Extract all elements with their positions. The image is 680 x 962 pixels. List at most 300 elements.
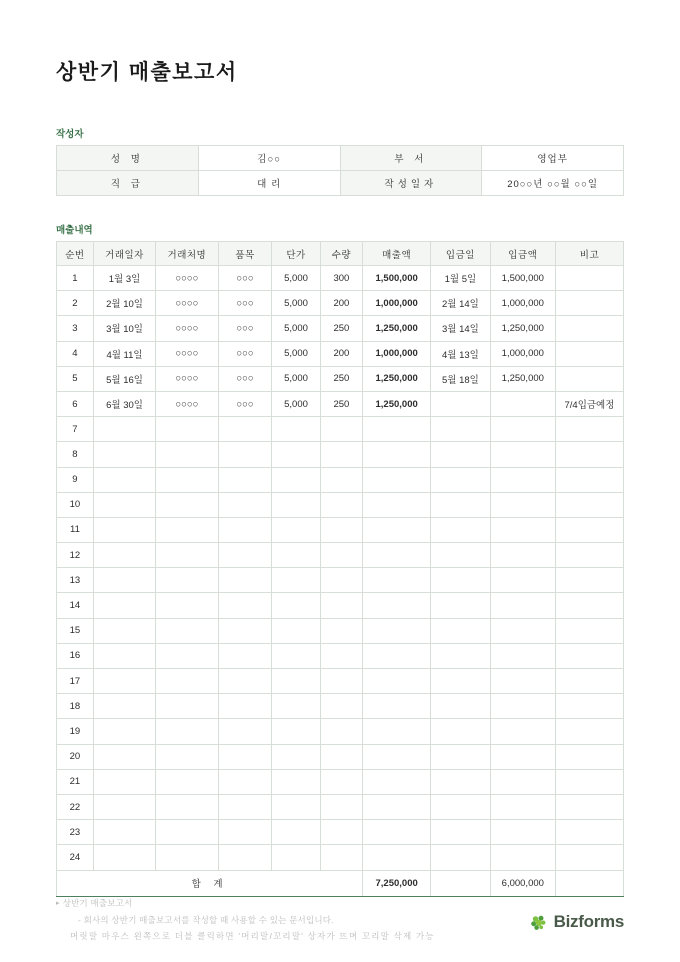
cell-item[interactable] bbox=[218, 492, 272, 517]
cell-deposit-date[interactable] bbox=[431, 820, 491, 845]
cell-deposit-amount[interactable] bbox=[490, 618, 555, 643]
cell-unit-price[interactable] bbox=[272, 820, 320, 845]
cell-sales-amount[interactable] bbox=[363, 543, 431, 568]
cell-index: 4 bbox=[57, 341, 94, 366]
cell-item[interactable] bbox=[218, 769, 272, 794]
cell-note[interactable] bbox=[555, 694, 623, 719]
cell-note[interactable] bbox=[555, 417, 623, 442]
cell-date[interactable] bbox=[93, 820, 155, 845]
cell-deposit-amount[interactable] bbox=[490, 417, 555, 442]
cell-date[interactable]: 4월 11일 bbox=[93, 341, 155, 366]
cell-sales-amount[interactable] bbox=[363, 442, 431, 467]
cell-sales-amount[interactable] bbox=[363, 568, 431, 593]
cell-date[interactable] bbox=[93, 845, 155, 870]
cell-client[interactable] bbox=[156, 568, 218, 593]
cell-deposit-date[interactable] bbox=[431, 417, 491, 442]
cell-index: 2 bbox=[57, 291, 94, 316]
table-row bbox=[57, 467, 624, 492]
cell-quantity[interactable]: 250 bbox=[320, 366, 363, 391]
cell-client[interactable] bbox=[156, 492, 218, 517]
sales-table-body bbox=[57, 266, 624, 871]
cell-deposit-date[interactable]: 4월 13일 bbox=[431, 341, 491, 366]
cell-note[interactable] bbox=[555, 517, 623, 542]
table-row bbox=[57, 744, 624, 769]
cell-unit-price[interactable] bbox=[272, 719, 320, 744]
table-row bbox=[57, 543, 624, 568]
cell-deposit-amount[interactable] bbox=[490, 543, 555, 568]
cell-sales-amount[interactable] bbox=[363, 517, 431, 542]
cell-client[interactable] bbox=[156, 618, 218, 643]
cell-quantity[interactable] bbox=[320, 417, 363, 442]
cell-index: 19 bbox=[57, 719, 94, 744]
cell-deposit-date[interactable] bbox=[431, 618, 491, 643]
cell-date[interactable] bbox=[93, 643, 155, 668]
cell-date[interactable] bbox=[93, 593, 155, 618]
cell-item[interactable] bbox=[218, 794, 272, 819]
cell-item[interactable]: ○○○ bbox=[218, 341, 272, 366]
col-header-date: 거래일자 bbox=[93, 242, 155, 266]
sales-table-footer bbox=[57, 870, 624, 896]
cell-quantity[interactable] bbox=[320, 568, 363, 593]
cell-quantity[interactable] bbox=[320, 618, 363, 643]
cell-deposit-date[interactable] bbox=[431, 794, 491, 819]
table-row bbox=[57, 794, 624, 819]
writer-rank-label: 직 급 bbox=[57, 171, 199, 196]
cell-sales-amount[interactable] bbox=[363, 694, 431, 719]
cell-item[interactable]: ○○○ bbox=[218, 391, 272, 416]
cell-unit-price[interactable]: 5,000 bbox=[272, 341, 320, 366]
cell-item[interactable] bbox=[218, 543, 272, 568]
cell-quantity[interactable]: 250 bbox=[320, 316, 363, 341]
cell-index: 1 bbox=[57, 266, 94, 291]
cell-sales-amount[interactable] bbox=[363, 417, 431, 442]
total-label: 합 계 bbox=[57, 870, 363, 896]
cell-item[interactable]: ○○○ bbox=[218, 316, 272, 341]
cell-date[interactable] bbox=[93, 694, 155, 719]
cell-quantity[interactable] bbox=[320, 719, 363, 744]
cell-deposit-amount[interactable]: 1,250,000 bbox=[490, 316, 555, 341]
table-row bbox=[57, 291, 624, 316]
cell-unit-price[interactable] bbox=[272, 744, 320, 769]
cell-unit-price[interactable] bbox=[272, 794, 320, 819]
cell-deposit-amount[interactable]: 1,250,000 bbox=[490, 366, 555, 391]
cell-deposit-date[interactable] bbox=[431, 643, 491, 668]
writer-table bbox=[56, 145, 624, 196]
cell-date[interactable]: 1월 3일 bbox=[93, 266, 155, 291]
leaf-icon bbox=[529, 913, 548, 932]
col-header-client: 거래처명 bbox=[156, 242, 218, 266]
cell-unit-price[interactable] bbox=[272, 442, 320, 467]
cell-index: 23 bbox=[57, 820, 94, 845]
cell-date[interactable] bbox=[93, 517, 155, 542]
cell-sales-amount[interactable] bbox=[363, 769, 431, 794]
cell-deposit-date[interactable] bbox=[431, 492, 491, 517]
cell-deposit-amount[interactable] bbox=[490, 593, 555, 618]
cell-date[interactable] bbox=[93, 719, 155, 744]
cell-item[interactable] bbox=[218, 820, 272, 845]
cell-quantity[interactable]: 300 bbox=[320, 266, 363, 291]
cell-note[interactable] bbox=[555, 316, 623, 341]
cell-index: 18 bbox=[57, 694, 94, 719]
cell-note[interactable]: 7/4입금예정 bbox=[555, 391, 623, 416]
cell-index: 14 bbox=[57, 593, 94, 618]
cell-deposit-amount[interactable] bbox=[490, 845, 555, 870]
cell-index: 20 bbox=[57, 744, 94, 769]
table-row bbox=[57, 769, 624, 794]
cell-deposit-date[interactable] bbox=[431, 845, 491, 870]
bullet-triangle-icon: ▸ bbox=[56, 900, 60, 908]
sales-table bbox=[56, 241, 624, 897]
writer-name-value[interactable]: 김○○ bbox=[198, 146, 340, 171]
cell-note[interactable] bbox=[555, 366, 623, 391]
cell-unit-price[interactable] bbox=[272, 492, 320, 517]
cell-deposit-amount[interactable] bbox=[490, 492, 555, 517]
table-row bbox=[57, 341, 624, 366]
writer-rank-value[interactable]: 대 리 bbox=[198, 171, 340, 196]
writer-section-caption: 작성자 bbox=[56, 129, 84, 140]
cell-date[interactable] bbox=[93, 568, 155, 593]
cell-index: 16 bbox=[57, 643, 94, 668]
cell-client[interactable] bbox=[156, 442, 218, 467]
cell-client[interactable]: ○○○○ bbox=[156, 316, 218, 341]
cell-note[interactable] bbox=[555, 643, 623, 668]
col-header-unit-price: 단가 bbox=[272, 242, 320, 266]
cell-sales-amount[interactable]: 1,250,000 bbox=[363, 316, 431, 341]
cell-deposit-amount[interactable] bbox=[490, 694, 555, 719]
cell-unit-price[interactable]: 5,000 bbox=[272, 266, 320, 291]
table-row bbox=[57, 568, 624, 593]
cell-unit-price[interactable]: 5,000 bbox=[272, 291, 320, 316]
cell-quantity[interactable]: 200 bbox=[320, 291, 363, 316]
cell-item[interactable] bbox=[218, 669, 272, 694]
cell-sales-amount[interactable]: 1,000,000 bbox=[363, 341, 431, 366]
cell-note[interactable] bbox=[555, 820, 623, 845]
cell-quantity[interactable] bbox=[320, 820, 363, 845]
cell-client[interactable]: ○○○○ bbox=[156, 341, 218, 366]
table-header-row bbox=[57, 242, 624, 266]
cell-quantity[interactable] bbox=[320, 517, 363, 542]
cell-index: 24 bbox=[57, 845, 94, 870]
cell-sales-amount[interactable] bbox=[363, 719, 431, 744]
cell-date[interactable] bbox=[93, 744, 155, 769]
cell-client[interactable]: ○○○○ bbox=[156, 266, 218, 291]
cell-deposit-amount[interactable] bbox=[490, 719, 555, 744]
cell-deposit-date[interactable] bbox=[431, 517, 491, 542]
cell-item[interactable] bbox=[218, 744, 272, 769]
cell-note[interactable] bbox=[555, 744, 623, 769]
cell-sales-amount[interactable] bbox=[363, 593, 431, 618]
cell-deposit-amount[interactable]: 1,000,000 bbox=[490, 291, 555, 316]
cell-note[interactable] bbox=[555, 769, 623, 794]
col-header-note: 비고 bbox=[555, 242, 623, 266]
total-sales-amount: 7,250,000 bbox=[363, 870, 431, 896]
sales-table-header bbox=[57, 242, 624, 266]
cell-client[interactable] bbox=[156, 517, 218, 542]
cell-deposit-amount[interactable]: 1,500,000 bbox=[490, 266, 555, 291]
cell-unit-price[interactable]: 5,000 bbox=[272, 391, 320, 416]
cell-unit-price[interactable] bbox=[272, 593, 320, 618]
cell-note[interactable] bbox=[555, 291, 623, 316]
sales-section-caption: 매출내역 bbox=[56, 225, 93, 236]
table-total-row bbox=[57, 870, 624, 896]
cell-deposit-date[interactable] bbox=[431, 467, 491, 492]
cell-note[interactable] bbox=[555, 467, 623, 492]
cell-date[interactable]: 2월 10일 bbox=[93, 291, 155, 316]
page-title: 상반기 매출보고서 bbox=[56, 61, 238, 84]
cell-sales-amount[interactable] bbox=[363, 618, 431, 643]
cell-index: 5 bbox=[57, 366, 94, 391]
cell-deposit-amount[interactable] bbox=[490, 744, 555, 769]
cell-note[interactable] bbox=[555, 492, 623, 517]
cell-index: 21 bbox=[57, 769, 94, 794]
col-header-deposit-amount: 입금액 bbox=[490, 242, 555, 266]
cell-client[interactable] bbox=[156, 543, 218, 568]
cell-client[interactable] bbox=[156, 417, 218, 442]
cell-quantity[interactable] bbox=[320, 467, 363, 492]
cell-client[interactable] bbox=[156, 769, 218, 794]
cell-deposit-amount[interactable] bbox=[490, 643, 555, 668]
cell-date[interactable]: 3월 10일 bbox=[93, 316, 155, 341]
cell-quantity[interactable] bbox=[320, 769, 363, 794]
cell-index: 15 bbox=[57, 618, 94, 643]
table-row bbox=[57, 845, 624, 870]
cell-deposit-date[interactable] bbox=[431, 669, 491, 694]
cell-quantity[interactable] bbox=[320, 744, 363, 769]
total-deposit-date-blank bbox=[431, 870, 491, 896]
cell-client[interactable] bbox=[156, 794, 218, 819]
cell-note[interactable] bbox=[555, 719, 623, 744]
cell-item[interactable] bbox=[218, 442, 272, 467]
writer-dept-value[interactable]: 영업부 bbox=[482, 146, 624, 171]
cell-deposit-amount[interactable] bbox=[490, 568, 555, 593]
footer-line-1-text: 상반기 매출보고서 bbox=[62, 898, 133, 909]
cell-note[interactable] bbox=[555, 794, 623, 819]
cell-item[interactable]: ○○○ bbox=[218, 366, 272, 391]
cell-date[interactable] bbox=[93, 618, 155, 643]
footer-line-2: - 회사의 상반기 매출보고서를 작성할 때 사용할 수 있는 문서입니다. bbox=[78, 914, 334, 925]
cell-date[interactable] bbox=[93, 417, 155, 442]
cell-deposit-date[interactable]: 3월 14일 bbox=[431, 316, 491, 341]
table-row bbox=[57, 391, 624, 416]
table-row bbox=[57, 316, 624, 341]
cell-note[interactable] bbox=[555, 341, 623, 366]
cell-quantity[interactable] bbox=[320, 643, 363, 668]
cell-item[interactable] bbox=[218, 593, 272, 618]
cell-date[interactable]: 5월 16일 bbox=[93, 366, 155, 391]
cell-client[interactable] bbox=[156, 669, 218, 694]
cell-deposit-date[interactable] bbox=[431, 694, 491, 719]
total-note bbox=[555, 870, 623, 896]
cell-item[interactable] bbox=[218, 694, 272, 719]
cell-item[interactable] bbox=[218, 417, 272, 442]
cell-deposit-amount[interactable] bbox=[490, 517, 555, 542]
cell-sales-amount[interactable] bbox=[363, 669, 431, 694]
cell-client[interactable] bbox=[156, 467, 218, 492]
cell-sales-amount[interactable]: 1,500,000 bbox=[363, 266, 431, 291]
brand-logo bbox=[529, 912, 624, 932]
cell-date[interactable]: 6월 30일 bbox=[93, 391, 155, 416]
cell-unit-price[interactable]: 5,000 bbox=[272, 366, 320, 391]
cell-quantity[interactable]: 200 bbox=[320, 341, 363, 366]
cell-date[interactable] bbox=[93, 492, 155, 517]
table-row bbox=[57, 492, 624, 517]
cell-deposit-date[interactable] bbox=[431, 593, 491, 618]
cell-deposit-date[interactable] bbox=[431, 744, 491, 769]
cell-date[interactable] bbox=[93, 467, 155, 492]
cell-client[interactable] bbox=[156, 643, 218, 668]
cell-note[interactable] bbox=[555, 593, 623, 618]
cell-note[interactable] bbox=[555, 266, 623, 291]
cell-deposit-amount[interactable] bbox=[490, 820, 555, 845]
cell-note[interactable] bbox=[555, 618, 623, 643]
cell-sales-amount[interactable]: 1,000,000 bbox=[363, 291, 431, 316]
cell-client[interactable] bbox=[156, 820, 218, 845]
cell-note[interactable] bbox=[555, 669, 623, 694]
cell-deposit-amount[interactable] bbox=[490, 769, 555, 794]
footer-notes bbox=[56, 895, 624, 944]
footer-line-1 bbox=[56, 895, 624, 911]
table-row bbox=[57, 171, 624, 196]
cell-deposit-amount[interactable] bbox=[490, 391, 555, 416]
cell-quantity[interactable] bbox=[320, 442, 363, 467]
cell-deposit-date[interactable] bbox=[431, 719, 491, 744]
cell-sales-amount[interactable] bbox=[363, 845, 431, 870]
cell-sales-amount[interactable] bbox=[363, 820, 431, 845]
cell-sales-amount[interactable]: 1,250,000 bbox=[363, 366, 431, 391]
cell-deposit-date[interactable] bbox=[431, 442, 491, 467]
table-row bbox=[57, 643, 624, 668]
cell-unit-price[interactable] bbox=[272, 694, 320, 719]
cell-index: 10 bbox=[57, 492, 94, 517]
cell-unit-price[interactable] bbox=[272, 568, 320, 593]
cell-client[interactable] bbox=[156, 694, 218, 719]
cell-unit-price[interactable] bbox=[272, 845, 320, 870]
cell-quantity[interactable] bbox=[320, 694, 363, 719]
cell-quantity[interactable] bbox=[320, 543, 363, 568]
cell-unit-price[interactable] bbox=[272, 669, 320, 694]
cell-date[interactable] bbox=[93, 794, 155, 819]
cell-quantity[interactable] bbox=[320, 492, 363, 517]
cell-deposit-date[interactable] bbox=[431, 769, 491, 794]
cell-index: 11 bbox=[57, 517, 94, 542]
cell-unit-price[interactable] bbox=[272, 517, 320, 542]
table-row bbox=[57, 820, 624, 845]
col-header-item: 품목 bbox=[218, 242, 272, 266]
cell-quantity[interactable] bbox=[320, 845, 363, 870]
writer-dept-label: 부 서 bbox=[340, 146, 482, 171]
cell-unit-price[interactable]: 5,000 bbox=[272, 316, 320, 341]
writer-date-value[interactable]: 20○○년 ○○월 ○○일 bbox=[482, 171, 624, 196]
cell-note[interactable] bbox=[555, 845, 623, 870]
col-header-sales-amount: 매출액 bbox=[363, 242, 431, 266]
col-header-quantity: 수량 bbox=[320, 242, 363, 266]
cell-deposit-amount[interactable] bbox=[490, 794, 555, 819]
cell-index: 9 bbox=[57, 467, 94, 492]
cell-date[interactable] bbox=[93, 543, 155, 568]
cell-note[interactable] bbox=[555, 442, 623, 467]
cell-client[interactable] bbox=[156, 719, 218, 744]
cell-deposit-amount[interactable]: 1,000,000 bbox=[490, 341, 555, 366]
cell-unit-price[interactable] bbox=[272, 769, 320, 794]
cell-index: 3 bbox=[57, 316, 94, 341]
cell-note[interactable] bbox=[555, 568, 623, 593]
cell-item[interactable] bbox=[218, 467, 272, 492]
table-row bbox=[57, 593, 624, 618]
cell-client[interactable] bbox=[156, 845, 218, 870]
cell-unit-price[interactable] bbox=[272, 618, 320, 643]
cell-sales-amount[interactable] bbox=[363, 744, 431, 769]
cell-item[interactable] bbox=[218, 719, 272, 744]
cell-unit-price[interactable] bbox=[272, 643, 320, 668]
cell-unit-price[interactable] bbox=[272, 467, 320, 492]
cell-deposit-date[interactable]: 5월 18일 bbox=[431, 366, 491, 391]
cell-sales-amount[interactable] bbox=[363, 794, 431, 819]
cell-note[interactable] bbox=[555, 543, 623, 568]
table-row bbox=[57, 694, 624, 719]
cell-index: 13 bbox=[57, 568, 94, 593]
cell-client[interactable] bbox=[156, 593, 218, 618]
cell-quantity[interactable]: 250 bbox=[320, 391, 363, 416]
table-row bbox=[57, 669, 624, 694]
cell-deposit-amount[interactable] bbox=[490, 467, 555, 492]
cell-deposit-date[interactable]: 1월 5일 bbox=[431, 266, 491, 291]
cell-index: 7 bbox=[57, 417, 94, 442]
cell-deposit-amount[interactable] bbox=[490, 442, 555, 467]
cell-deposit-date[interactable] bbox=[431, 543, 491, 568]
cell-item[interactable]: ○○○ bbox=[218, 291, 272, 316]
cell-quantity[interactable] bbox=[320, 593, 363, 618]
cell-deposit-date[interactable] bbox=[431, 391, 491, 416]
cell-index: 12 bbox=[57, 543, 94, 568]
cell-index: 22 bbox=[57, 794, 94, 819]
table-row bbox=[57, 417, 624, 442]
cell-quantity[interactable] bbox=[320, 669, 363, 694]
table-row bbox=[57, 618, 624, 643]
cell-sales-amount[interactable] bbox=[363, 467, 431, 492]
cell-deposit-date[interactable] bbox=[431, 568, 491, 593]
cell-sales-amount[interactable] bbox=[363, 643, 431, 668]
cell-item[interactable] bbox=[218, 517, 272, 542]
cell-sales-amount[interactable]: 1,250,000 bbox=[363, 391, 431, 416]
cell-client[interactable]: ○○○○ bbox=[156, 291, 218, 316]
cell-sales-amount[interactable] bbox=[363, 492, 431, 517]
cell-date[interactable] bbox=[93, 769, 155, 794]
cell-item[interactable] bbox=[218, 618, 272, 643]
cell-quantity[interactable] bbox=[320, 794, 363, 819]
cell-deposit-amount[interactable] bbox=[490, 669, 555, 694]
cell-deposit-date[interactable]: 2월 14일 bbox=[431, 291, 491, 316]
cell-client[interactable]: ○○○○ bbox=[156, 366, 218, 391]
footer-line-3: 머릿말 마우스 왼쪽으로 더블 클릭하면 '머리말/꼬리말' 상자가 뜨며 꼬리말 삭제 가능 bbox=[70, 930, 435, 941]
cell-item[interactable] bbox=[218, 643, 272, 668]
cell-item[interactable] bbox=[218, 568, 272, 593]
cell-client[interactable]: ○○○○ bbox=[156, 391, 218, 416]
col-header-index: 순번 bbox=[57, 242, 94, 266]
total-deposit-amount: 6,000,000 bbox=[490, 870, 555, 896]
cell-index: 8 bbox=[57, 442, 94, 467]
brand-name: Bizforms bbox=[553, 912, 624, 931]
cell-unit-price[interactable] bbox=[272, 417, 320, 442]
cell-date[interactable] bbox=[93, 442, 155, 467]
table-row bbox=[57, 442, 624, 467]
cell-item[interactable] bbox=[218, 845, 272, 870]
cell-unit-price[interactable] bbox=[272, 543, 320, 568]
cell-index: 6 bbox=[57, 391, 94, 416]
writer-name-label: 성 명 bbox=[57, 146, 199, 171]
cell-client[interactable] bbox=[156, 744, 218, 769]
cell-item[interactable]: ○○○ bbox=[218, 266, 272, 291]
cell-date[interactable] bbox=[93, 669, 155, 694]
